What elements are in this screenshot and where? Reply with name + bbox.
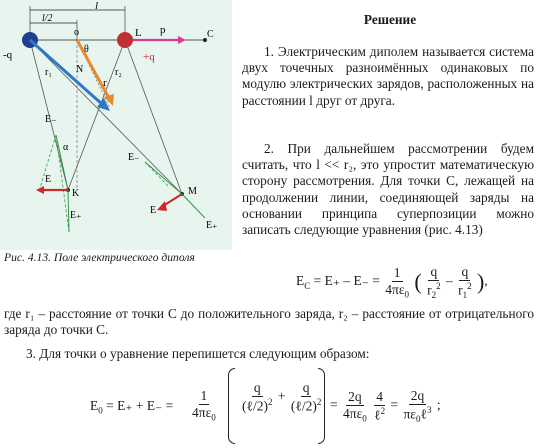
paragraph-2: 2. При дальнейшем рассмотрении будем считать, что l << r₂, это упростит математическую сторону рассмотрения. Для точки C, лежащей на продолжении линии, соединяющей заряды на основании принципа суперпозиции можно записать следующие уравнения (рис. 4.13) <box>242 141 534 238</box>
label-C: C <box>207 29 214 40</box>
dipole-figure <box>0 0 232 250</box>
label-E-minus-K: E₋ <box>45 114 57 125</box>
equation-ec: $E_C = E_+ - E_-$ = $\frac{1}{4\pi\varepsilon_0}$ ( $\frac{q}{r_2^2}$ – $\frac{q}{r_1^2}$ ), <box>296 264 488 301</box>
label-M: M <box>188 186 197 197</box>
label-plus-q: +q <box>143 51 155 63</box>
label-E-K: E <box>45 174 52 185</box>
label-r2: r₂ <box>115 67 122 78</box>
dipole-diagram <box>0 0 232 250</box>
label-theta: θ <box>84 44 89 55</box>
section-heading: Решение <box>363 12 417 27</box>
label-N: N <box>76 64 84 75</box>
label-r: r <box>103 77 107 89</box>
label-E-plus-M: E₊ <box>206 220 218 231</box>
figure-caption: Рис. 4.13. Поле электрического диполя <box>4 251 195 264</box>
paragraph-4: 3. Для точки o уравнение перепишется следующим образом: <box>26 346 370 361</box>
label-l: l <box>95 0 99 12</box>
label-l-half: l/2 <box>42 13 53 24</box>
label-o: o <box>74 27 79 38</box>
label-neg-q: -q <box>3 49 13 61</box>
label-r1: r₁ <box>45 67 52 78</box>
label-K: K <box>72 188 80 199</box>
label-L: L <box>135 27 142 39</box>
label-p: p <box>160 24 166 36</box>
equation-e0: $E_0 = E_+ + E_-$ = $\frac{1}{4\pi\varepsilon_0}$ $\frac{q}{(\ell/2)^2}$ + $\frac{q}{(\ell/2)^2}$ = $\frac{2q}{4\pi\varepsilon_0}$ $\frac{4}{\ell^2}$ = $\frac{2q}{\pi\varepsilon_0\ell^3}$ ; <box>90 370 470 448</box>
label-E-plus-K: E₊ <box>70 210 82 221</box>
positive-charge <box>117 32 133 48</box>
label-E-M: E <box>150 205 157 216</box>
paragraph-3: где r₁ – расстояние от точки C до положительного заряда, r₂ – расстояние от отрицательного заряда до точки C. <box>4 306 534 338</box>
label-E-minus-M: E₋ <box>128 152 140 163</box>
label-alpha: α <box>63 142 69 153</box>
paragraph-1: 1. Электрическим диполем называется система двух точечных разноимённых одинаковых по модулю электрических зарядов, расположенных на расстоянии l друг от друга. <box>242 44 534 108</box>
